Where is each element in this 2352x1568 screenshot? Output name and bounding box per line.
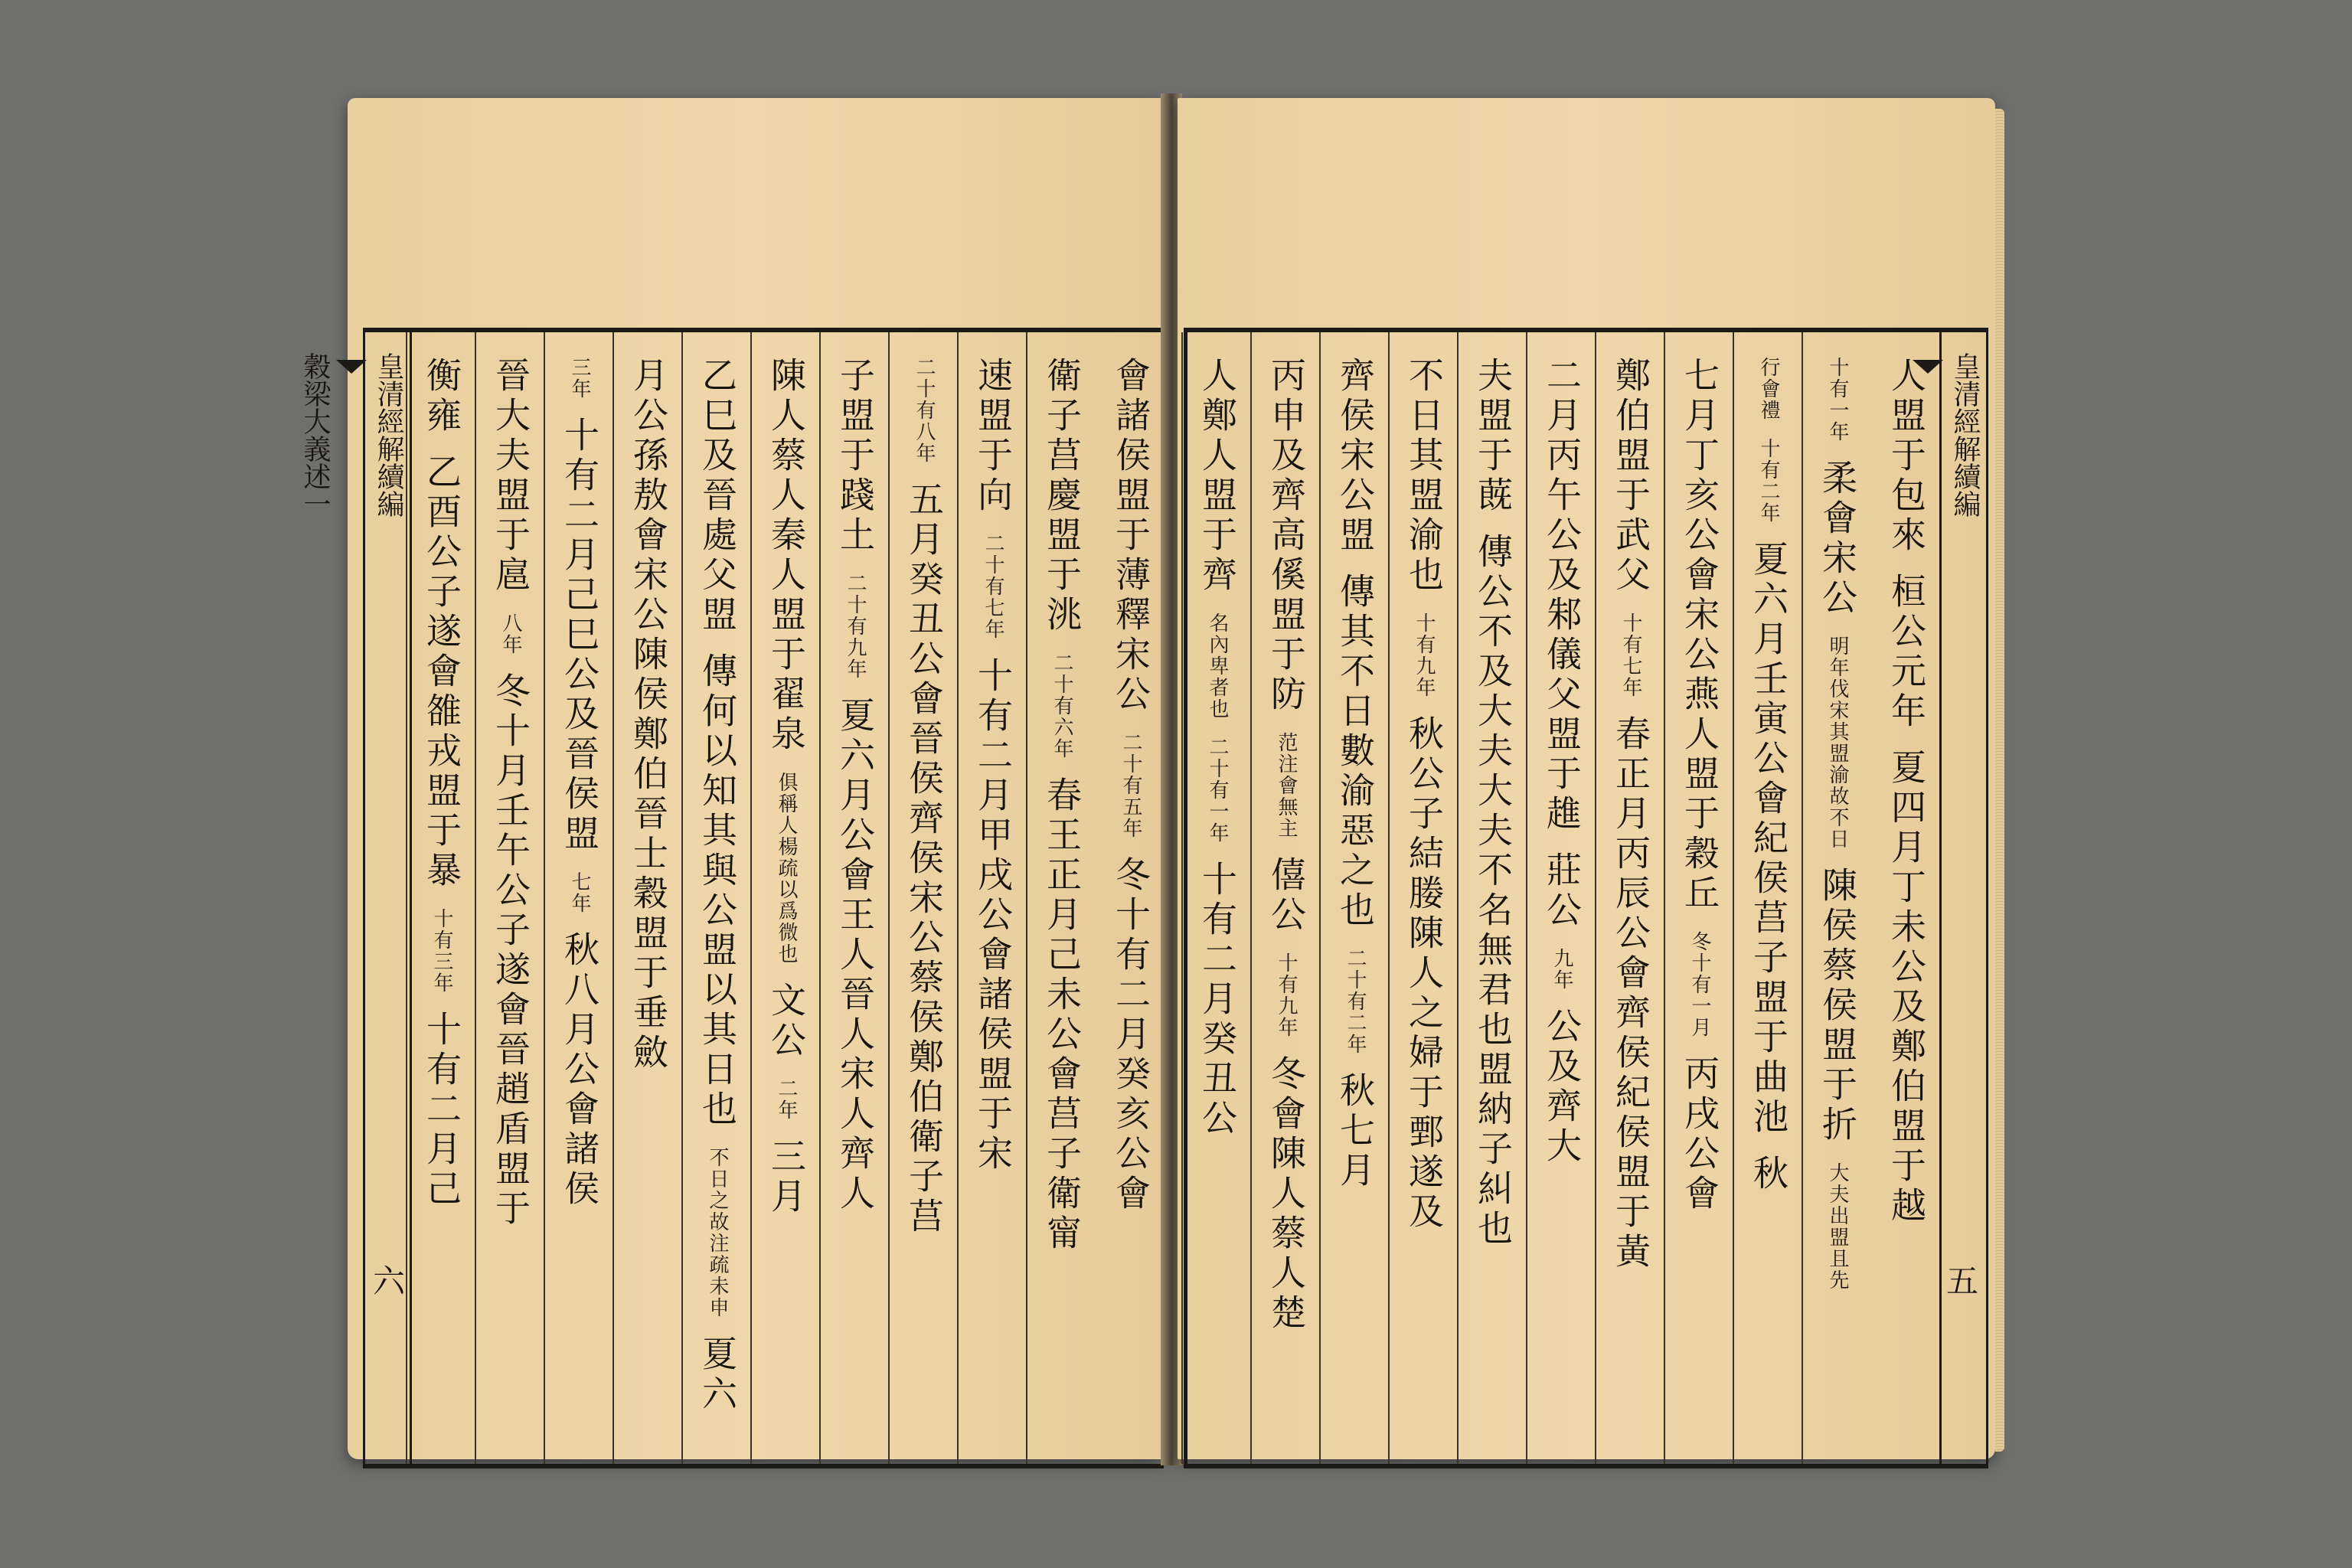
annotation-note: 九年 <box>1550 948 1573 991</box>
main-text: 十有二月甲戌公會諸侯盟于宋 <box>972 657 1014 1174</box>
main-text: 不日其盟渝也 <box>1403 357 1445 596</box>
text-column <box>1095 332 1164 1464</box>
main-text: 晉大夫盟于扈 <box>490 357 531 596</box>
main-text: 齊侯宋公盟 <box>1334 357 1376 556</box>
main-text: 十有二月己巳公及晉侯盟 <box>559 416 600 854</box>
main-text: 鄭伯盟于武父 <box>1610 357 1651 596</box>
text-column <box>1319 332 1388 1464</box>
main-text: 冬十有二月癸亥公會 <box>1110 856 1152 1214</box>
main-text: 夏六 <box>697 1335 738 1415</box>
annotation-note: 十有九年 <box>1413 612 1436 698</box>
main-text: 十有二月己 <box>421 1011 462 1210</box>
left-text-frame <box>299 328 1164 1468</box>
main-text: 二月丙午公及邾儀父盟于趡 <box>1541 357 1583 835</box>
book-title-margin <box>299 332 412 1464</box>
left-page <box>299 98 1164 1459</box>
main-text: 陳侯蔡侯盟于折 <box>1817 867 1858 1145</box>
annotation-note: 二十有七年 <box>982 533 1004 640</box>
main-text: 夏四月丁未公及鄭伯盟于越 <box>1886 749 1927 1227</box>
annotation-note: 名內卑者也 <box>1206 612 1229 720</box>
main-text: 五月癸丑公會晉侯齊侯宋公蔡侯鄭伯衛子莒 <box>903 481 945 1237</box>
text-column <box>1388 332 1457 1464</box>
book-title: 皇清經解續編 <box>373 352 404 518</box>
main-text: 衛子莒慶盟于洮 <box>1041 357 1083 635</box>
annotation-note: 二十有一年 <box>1206 737 1229 844</box>
main-text: 十有二月癸丑公 <box>1197 861 1238 1139</box>
chapter-title: 穀梁大義述一 <box>299 352 331 518</box>
page-number: 六 <box>373 1263 406 1300</box>
main-text: 春正月丙辰公會齊侯紀侯盟于黃 <box>1610 715 1651 1272</box>
text-column <box>750 332 819 1464</box>
main-text: 乙巳及晉處父盟 <box>697 357 738 635</box>
main-text: 丙戌公會 <box>1679 1055 1720 1214</box>
main-text: 夏六月壬寅公會紀侯莒子盟于曲池 <box>1748 541 1789 1138</box>
main-text: 七月丁亥公會宋公燕人盟于穀丘 <box>1679 357 1720 914</box>
annotation-note: 七年 <box>568 871 591 914</box>
main-text: 莊公 <box>1541 851 1583 931</box>
main-text: 冬十月壬午公子遂會晉趙盾盟于 <box>490 672 531 1230</box>
text-column <box>819 332 888 1464</box>
text-column <box>475 332 544 1464</box>
text-column <box>957 332 1026 1464</box>
annotation-note: 八年 <box>499 612 522 655</box>
annotation-note: 二年 <box>775 1078 798 1121</box>
main-text: 冬會陳人蔡人楚 <box>1266 1055 1307 1334</box>
book-title: 皇清經解續編 <box>1949 352 1981 518</box>
text-column <box>406 332 475 1464</box>
annotation-note: 不日之故注疏未申 <box>706 1147 729 1318</box>
text-column <box>612 332 681 1464</box>
main-text: 秋七月 <box>1334 1072 1376 1191</box>
main-text: 春王正月己未公會莒子衛甯 <box>1041 776 1083 1254</box>
annotation-note: 明年伐宋其盟渝故不日 <box>1826 635 1849 850</box>
annotation-note: 十有七年 <box>1619 612 1642 698</box>
annotation-note: 二十有五年 <box>1119 732 1142 839</box>
main-text: 陳人蔡人秦人盟于翟泉 <box>766 357 807 755</box>
annotation-note: 二十有八年 <box>913 357 936 464</box>
text-column <box>1595 332 1664 1464</box>
annotation-note: 行會禮 <box>1757 357 1780 421</box>
annotation-note: 二十有六年 <box>1050 652 1073 760</box>
main-text: 秋八月公會諸侯 <box>559 931 600 1210</box>
text-column <box>1026 332 1095 1464</box>
main-text: 桓公元年 <box>1886 573 1927 732</box>
main-text: 夏六月公會王人晉人宋人齊人 <box>835 697 876 1214</box>
main-text: 子盟于踐土 <box>835 357 876 556</box>
book-title-margin <box>1939 332 1988 1464</box>
main-text: 文公 <box>766 982 807 1061</box>
main-text: 秋公子結媵陳人之婦于鄄遂及 <box>1403 715 1445 1233</box>
annotation-note: 范注會無主 <box>1275 732 1298 839</box>
text-column <box>1664 332 1733 1464</box>
annotation-note: 十有九年 <box>1275 952 1298 1038</box>
text-column <box>1802 332 1870 1464</box>
annotation-note: 俱稱人楊疏以爲微也 <box>775 772 798 965</box>
annotation-note: 十有一年 <box>1826 357 1849 443</box>
text-column <box>1526 332 1595 1464</box>
annotation-note: 二十有二年 <box>1344 948 1367 1055</box>
text-column <box>1457 332 1526 1464</box>
main-text: 傳何以知其與公盟以其日也 <box>697 652 738 1130</box>
main-text: 秋 <box>1748 1155 1789 1194</box>
text-column <box>1733 332 1802 1464</box>
right-page <box>1178 98 1995 1459</box>
text-column <box>888 332 957 1464</box>
main-text: 傳公不及大夫大夫不名無君也盟納子糾也 <box>1472 533 1514 1250</box>
main-text: 公及齊大 <box>1541 1008 1583 1167</box>
main-text: 僖公 <box>1266 856 1307 936</box>
annotation-note: 三年 <box>568 357 591 400</box>
page-number: 五 <box>1945 1263 1978 1300</box>
main-text: 丙申及齊高傒盟于防 <box>1266 357 1307 715</box>
fish-tail-mark <box>336 360 367 374</box>
main-text: 月公孫敖會宋公陳侯鄭伯晉士穀盟于垂斂 <box>628 357 669 1073</box>
annotation-note: 十有三年 <box>430 908 453 994</box>
main-text: 柔會宋公 <box>1817 459 1858 619</box>
text-column <box>544 332 612 1464</box>
annotation-note: 二十有九年 <box>844 573 867 680</box>
annotation-note: 冬十有一月 <box>1688 931 1711 1038</box>
annotation-note: 十有二年 <box>1757 438 1780 524</box>
text-column <box>1181 332 1250 1464</box>
main-text: 人盟于包來 <box>1886 357 1927 556</box>
annotation-note: 大夫出盟且先 <box>1826 1162 1849 1291</box>
main-text: 夫盟于蔇 <box>1472 357 1514 516</box>
text-column <box>1250 332 1319 1464</box>
main-text: 傳其不日數渝惡之也 <box>1334 573 1376 931</box>
main-text: 衡雍 <box>421 357 462 436</box>
main-text: 三月 <box>766 1138 807 1217</box>
main-text: 乙酉公子遂會雒戎盟于暴 <box>421 453 462 891</box>
main-text: 人鄭人盟于齊 <box>1197 357 1238 596</box>
main-text: 速盟于向 <box>972 357 1014 516</box>
text-column <box>681 332 750 1464</box>
right-text-frame <box>1184 328 1988 1468</box>
main-text: 會諸侯盟于薄釋宋公 <box>1110 357 1152 715</box>
text-column <box>1870 332 1939 1464</box>
